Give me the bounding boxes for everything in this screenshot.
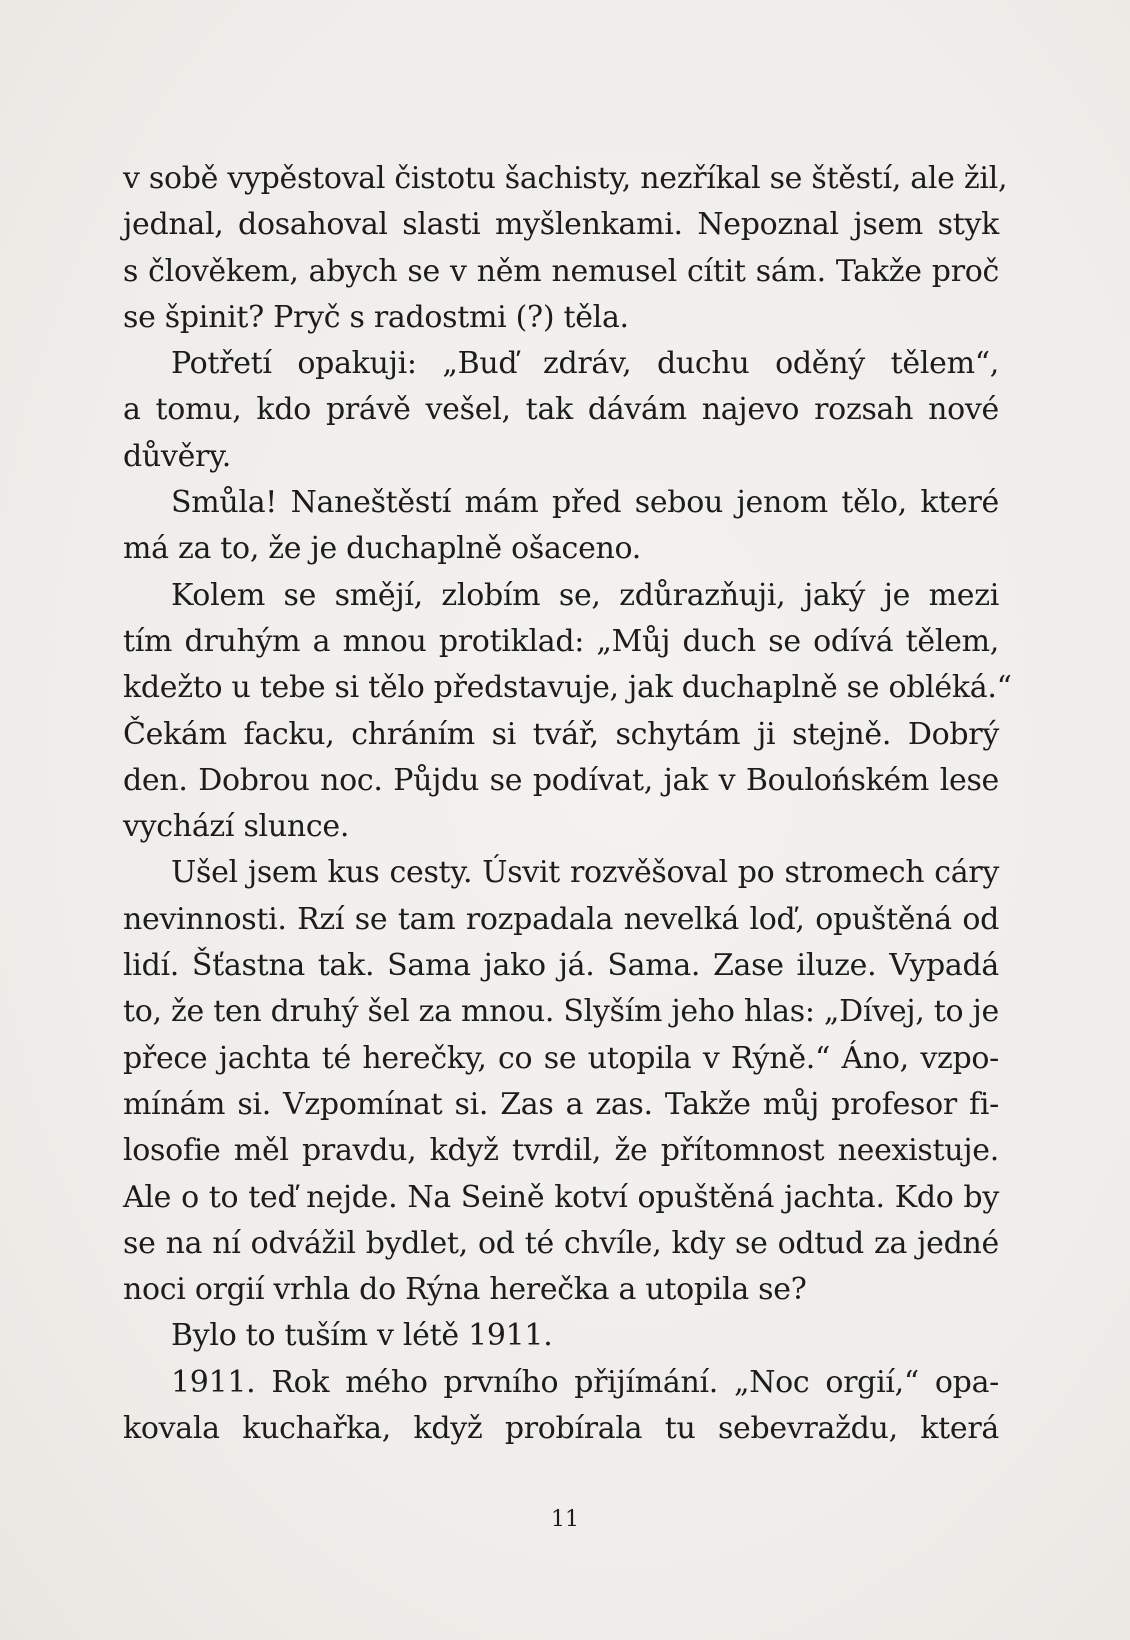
text-line: Smůla! Naneštěstí mám před sebou jenom tělo, které — [171, 485, 999, 521]
text-line: Bylo to tuším v létě 1911. — [171, 1318, 553, 1354]
text-line: vychází slunce. — [123, 809, 350, 845]
text-line: tím druhým a mnou protiklad: „Můj duch se odívá tělem, — [123, 623, 999, 659]
text-line: kdežto u tebe si tělo představuje, jak duchaplně se obléká.“ — [123, 670, 1012, 706]
text-line: jednal, dosahoval slasti myšlenkami. Nepoznal jsem styk — [123, 207, 999, 243]
text-line: lidí. Šťastna tak. Sama jako já. Sama. Zase iluze. Vypadá — [123, 948, 999, 984]
body-text — [123, 156, 1012, 1452]
text-line: 1911. Rok mého prvního přijímání. „Noc orgií,“ opa- — [171, 1364, 999, 1400]
text-line: Čekám facku, chráním si tvář, schytám ji stejně. Dobrý — [123, 716, 999, 752]
text-line: to, že ten druhý šel za mnou. Slyším jeho hlas: „Dívej, to je — [123, 994, 999, 1030]
text-line: s člověkem, abych se v něm nemusel cítit sám. Takže proč — [123, 253, 999, 289]
text-line: Ušel jsem kus cesty. Úsvit rozvěšoval po stromech cáry — [171, 855, 999, 891]
text-line: Kolem se smějí, zlobím se, zdůrazňuji, jaký je mezi — [171, 577, 999, 613]
text-line: Potřetí opakuji: „Buď zdráv, duchu oděný tělem“, — [171, 346, 999, 382]
page-number: 11 — [551, 1507, 579, 1532]
text-line: mínám si. Vzpomínat si. Zas a zas. Takže můj profesor fi- — [123, 1086, 999, 1122]
text-line: se špinit? Pryč s radostmi (?) těla. — [123, 299, 629, 335]
text-line: přece jachta té herečky, co se utopila v Rýně.“ Áno, vzpo- — [123, 1040, 999, 1076]
text-line: noci orgií vrhla do Rýna herečka a utopila se? — [123, 1272, 807, 1308]
text-line: se na ní odvážil bydlet, od té chvíle, kdy se odtud za jedné — [123, 1225, 999, 1261]
text-line: a tomu, kdo právě vešel, tak dávám najevo rozsah nové — [123, 392, 999, 428]
text-line: nevinnosti. Rzí se tam rozpadala nevelká loď, opuštěná od — [123, 901, 999, 937]
text-line: v sobě vypěstoval čistotu šachisty, nezříkal se štěstí, ale žil, — [123, 161, 1008, 196]
text-line: má za to, že je duchaplně ošaceno. — [123, 531, 642, 567]
text-line: losofie měl pravdu, když tvrdil, že přítomnost neexistuje. — [123, 1133, 999, 1169]
text-line: důvěry. — [123, 438, 231, 474]
text-line: kovala kuchařka, když probírala tu sebevraždu, která — [123, 1411, 999, 1447]
text-line: Ale o to teď nejde. Na Seině kotví opuštěná jachta. Kdo by — [123, 1179, 999, 1215]
text-line: den. Dobrou noc. Půjdu se podívat, jak v Boulońském lese — [123, 762, 999, 798]
